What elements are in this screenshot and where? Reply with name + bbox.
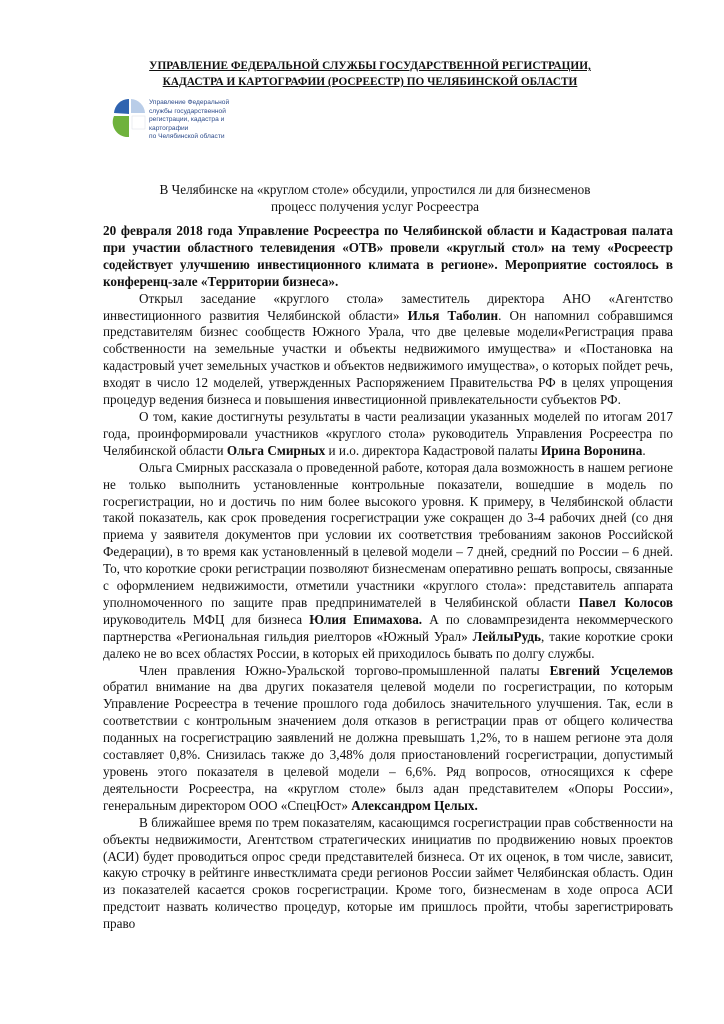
header-line-2: КАДАСТРА И КАРТОГРАФИИ (РОСРЕЕСТР) ПО ЧЕЛЯБИНСКОЙ ОБЛАСТИ [162, 76, 578, 88]
document-header [60, 58, 680, 90]
p3-text-g: , такие короткие сроки далеко не во всех областях России, в которых ей приходилось бывать по долгу службы. [103, 628, 673, 661]
p3-text-c: ируководитель МФЦ для бизнеса [103, 611, 310, 627]
person-smirnykh: Ольга Смирных [226, 442, 326, 458]
p3-text-a: Ольга Смирных рассказала о проведенной работе, которая дала возможность в нашем регионе не только выполнить установленные контрольные показатели, вошедшие в модель по госрегистрации, но и достичь по ним более высокого уровня. К примеру, в Челябинской области такой показатель, как срок проведения госрегистрации уже сокращен до 3-4 рабочих дней (со дня приема у заявителя документов при условии их соответствия требованиям законов Российской Федерации), в то время как установленный в целевой модели – 7 дней, средний по России – 6 дней. То, что короткие сроки регистрации позволяют бизнесменам оперативно решать вопросы, связанные с оформлением недвижимости, отметили участники «круглого стола»: представитель аппарата уполномоченного по защите прав предпринимателей в Челябинской области [103, 459, 673, 610]
p3-text-e: А по словампрезидента некоммерческого партнерства «Региональная гильдия риелторов «Южный Урал» [103, 611, 673, 644]
p2-text-a: О том, какие достигнуты результаты в части реализации указанных моделей по итогам 2017 года, проинформировали участников «круглого стола» руководитель Управления Росреестра по Челябинской области [103, 408, 673, 458]
logo-line-4: картографии [149, 124, 189, 132]
rosreestr-emblem-icon [112, 97, 148, 141]
person-tabolin: Илья Таболин [407, 307, 499, 323]
paragraph-4 [103, 663, 673, 815]
p4-text-a: Член правления Южно-Уральской торгово-промышленной палаты [139, 662, 550, 678]
article-title [70, 181, 680, 215]
person-tselykh: Александром Целых. [351, 797, 478, 813]
logo-caption [149, 99, 264, 142]
paragraph-5: В ближайшее время по трем показателям, касающимся госрегистрации прав собственности на объекты недвижимости, Агентством стратегических инициатив по продвижению новых проектов (АСИ) будет проводиться опрос среди представителей бизнеса. От их оценок, в том числе, зависит, какую строчку в рейтинге инвестклимата среди регионов России займет Челябинская область. Один из показателей касается сроков госрегистрации. Кроме того, бизнесменам в ходе опроса АСИ предстоит назвать количество процедур, которые им пришлось пройти, чтобы зарегистрировать право [103, 814, 673, 932]
emblem-blue-shape [114, 99, 129, 114]
title-line-2: процесс получения услуг Росреестра [270, 199, 480, 214]
p4-text-c: обратил внимание на два других показателя целевой модели по госрегистрации, по которым Управление Росреестра в течение прошлого года добилось значительного улучшения. Так, если в соответствии с контрольным значением доля отказов в регистрации прав от общего количества поданных на госрегистрацию заявлений не должна превышать 1,2%, то в нашем регионе эта доля составляет 0,8%. Снизилась также до 3,48% доля приостановлений госрегистрации, допустимый уровень этого показателя в целевой модели – 6,6%. Ряд вопросов, относящихся к сфере деятельности Росреестра, на «круглом столе» былз адан представителем «Опоры России», генеральным директором ООО «СпецЮст» [103, 679, 673, 813]
emblem-white-square [132, 116, 145, 129]
emblem-green-shape [113, 116, 129, 137]
title-line-1: В Челябинске на «круглом столе» обсудили, упростился ли для бизнесменов [159, 182, 591, 197]
emblem-light-shape [131, 99, 145, 113]
paragraph-1 [103, 291, 673, 409]
p1-text-c: . Он напомнил собравшимся представителям бизнес сообществ Южного Урала, что две целевые модели«Регистрация права собственности на земельные участки и объекты недвижимого имущества» и «Постановка на кадастровый учет земельных участков и объектов недвижимого имущества», о которых пойдет речь, входят в число 12 моделей, утвержденных Распоряжением Правительства РФ в целях упрощения процедур ведения бизнеса и повышения инвестиционной привлекательности субъектов РФ. [103, 307, 673, 408]
paragraph-3 [103, 460, 673, 663]
person-ustselemov: Евгений Усцелемов [549, 662, 673, 678]
logo-line-1: Управление Федеральной [149, 99, 230, 106]
header-line-1: УПРАВЛЕНИЕ ФЕДЕРАЛЬНОЙ СЛУЖБЫ ГОСУДАРСТВЕННОЙ РЕГИСТРАЦИИ, [149, 60, 591, 72]
p2-text-c: и и.о. директора Кадастровой палаты [325, 442, 541, 458]
rosreestr-logo [112, 97, 262, 167]
paragraph-2 [103, 409, 673, 460]
person-voronina: Ирина Воронина [540, 442, 643, 458]
lead-paragraph: 20 февраля 2018 года Управление Росреестра по Челябинской области и Кадастровая палата при участии областного телевидения «ОТВ» провели «круглый стол» на тему «Росреестр содействует улучшению инвестиционного климата в регионе». Мероприятие состоялось в конференц-зале «Территории бизнеса». [103, 223, 673, 289]
p2-text-e: . [642, 442, 646, 458]
person-epimakhova: Юлия Епимахова. [309, 611, 423, 627]
person-rud: ЛейлыРудь [472, 628, 541, 644]
logo-line-2: службы государственной [149, 107, 226, 115]
logo-line-5: по Челябинской области [149, 133, 225, 140]
p1-text-a: Открыл заседание «круглого стола» заместитель директора АНО «Агентство инвестиционного развития Челябинской области» [103, 290, 673, 323]
logo-line-3: регистрации, кадастра и [149, 116, 225, 123]
person-kolosov: Павел Колосов [578, 594, 673, 610]
article-body [103, 223, 673, 933]
